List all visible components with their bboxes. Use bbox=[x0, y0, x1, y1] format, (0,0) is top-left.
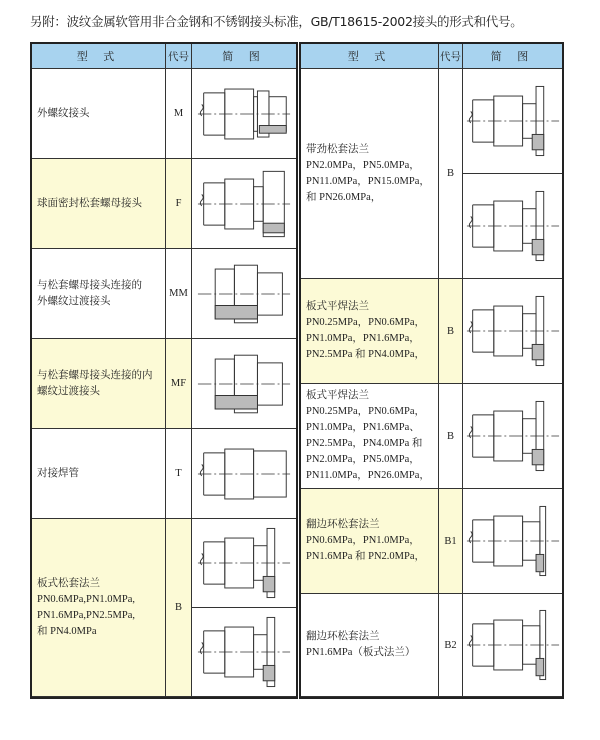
type-cell bbox=[301, 489, 439, 594]
type-text: 对接焊管 bbox=[37, 467, 79, 479]
type-text: PN1.6MPa,PN2.5MPa, bbox=[37, 609, 136, 621]
type-text: 板式松套法兰 bbox=[37, 577, 100, 589]
code-cell: MF bbox=[166, 339, 192, 429]
loose-plate-flange-drawing bbox=[192, 608, 296, 697]
type-text: 板式平焊法兰 bbox=[306, 301, 369, 312]
type-cell bbox=[32, 249, 166, 339]
type-cell bbox=[301, 279, 439, 384]
lap-joint-flange-drawing bbox=[463, 594, 562, 697]
male-thread-fitting-drawing bbox=[192, 69, 296, 159]
type-text: 与松套螺母接头连接的 bbox=[37, 279, 142, 291]
code-cell: B bbox=[166, 519, 192, 697]
type-cell bbox=[32, 519, 166, 697]
code-cell: T bbox=[166, 429, 192, 519]
page-title: 另附：波纹金属软管用非合金钢和不锈钢接头标准，GB/T18615-2002接头的形式和代号。 bbox=[30, 14, 523, 29]
code-cell: B bbox=[439, 384, 463, 489]
slip-on-plate-flange-drawing bbox=[463, 279, 562, 384]
type-cell bbox=[32, 69, 166, 159]
type-text: 板式平焊法兰 bbox=[306, 390, 369, 401]
type-text: 带劲松套法兰 bbox=[306, 143, 369, 155]
header-diagram: 简 图 bbox=[192, 44, 296, 69]
code-cell: B bbox=[439, 279, 463, 384]
code-cell: B1 bbox=[439, 489, 463, 594]
left-table bbox=[30, 42, 298, 699]
code-cell: M bbox=[166, 69, 192, 159]
slip-on-plate-flange-drawing bbox=[463, 384, 562, 489]
type-text: PN2.0MPa，PN5.0MPa， bbox=[306, 159, 420, 171]
type-cell bbox=[32, 339, 166, 429]
type-cell bbox=[301, 69, 439, 279]
hubbed-loose-flange-drawing bbox=[463, 69, 562, 174]
type-text: PN11.0MPa，PN15.0MPa， bbox=[306, 175, 430, 187]
type-cell bbox=[301, 594, 439, 697]
type-text: PN1.0MPa，PN1.6MPa、 bbox=[306, 422, 420, 433]
female-adapter-drawing bbox=[192, 339, 296, 429]
code-cell: MM bbox=[166, 249, 192, 339]
type-text: PN2.5MPa 和 PN4.0MPa， bbox=[306, 349, 426, 360]
type-text: 球面密封松套螺母接头 bbox=[37, 197, 142, 209]
type-text: 和 PN4.0MPa bbox=[37, 625, 97, 637]
loose-plate-flange-drawing bbox=[192, 519, 296, 608]
type-text: 翻边环松套法兰 bbox=[306, 631, 380, 642]
type-text: PN0.25MPa，PN0.6MPa， bbox=[306, 317, 426, 328]
type-text: PN0.6MPa,PN1.0MPa, bbox=[37, 593, 136, 605]
type-text: 螺纹过渡接头 bbox=[37, 385, 100, 397]
code-cell: B2 bbox=[439, 594, 463, 697]
type-text: PN1.0MPa，PN1.6MPa， bbox=[306, 333, 420, 344]
right-table bbox=[299, 42, 564, 699]
hubbed-loose-flange-drawing bbox=[463, 174, 562, 279]
type-text: 外螺纹接头 bbox=[37, 107, 90, 119]
type-cell bbox=[32, 429, 166, 519]
header-diagram: 简 图 bbox=[463, 44, 562, 69]
type-text: PN0.25MPa，PN0.6MPa， bbox=[306, 406, 426, 417]
type-text: PN1.6MPa 和 PN2.0MPa， bbox=[306, 551, 426, 562]
code-cell: F bbox=[166, 159, 192, 249]
type-text: 和 PN26.0MPa， bbox=[306, 191, 382, 203]
type-cell bbox=[32, 159, 166, 249]
type-text: 翻边环松套法兰 bbox=[306, 519, 380, 530]
type-text: PN0.6MPa，PN1.0MPa， bbox=[306, 535, 420, 546]
type-text: 外螺纹过渡接头 bbox=[37, 295, 111, 307]
type-text: 与松套螺母接头连接的内 bbox=[37, 369, 153, 381]
header-type: 型 式 bbox=[32, 44, 166, 69]
type-text: PN2.5MPa，PN4.0MPa 和 bbox=[306, 438, 423, 449]
type-text: PN11.0MPa，PN26.0MPa， bbox=[306, 470, 430, 481]
type-cell bbox=[301, 384, 439, 489]
type-text: PN2.0MPa，PN5.0MPa， bbox=[306, 454, 420, 465]
swivel-nut-fitting-drawing bbox=[192, 159, 296, 249]
lap-joint-flange-drawing bbox=[463, 489, 562, 594]
code-cell: B bbox=[439, 69, 463, 279]
header-code: 代号 bbox=[166, 44, 192, 69]
header-code: 代号 bbox=[439, 44, 463, 69]
male-adapter-drawing bbox=[192, 249, 296, 339]
butt-weld-pipe-drawing bbox=[192, 429, 296, 519]
type-text: PN1.6MPa（板式法兰） bbox=[306, 647, 416, 658]
header-type: 型 式 bbox=[301, 44, 439, 69]
